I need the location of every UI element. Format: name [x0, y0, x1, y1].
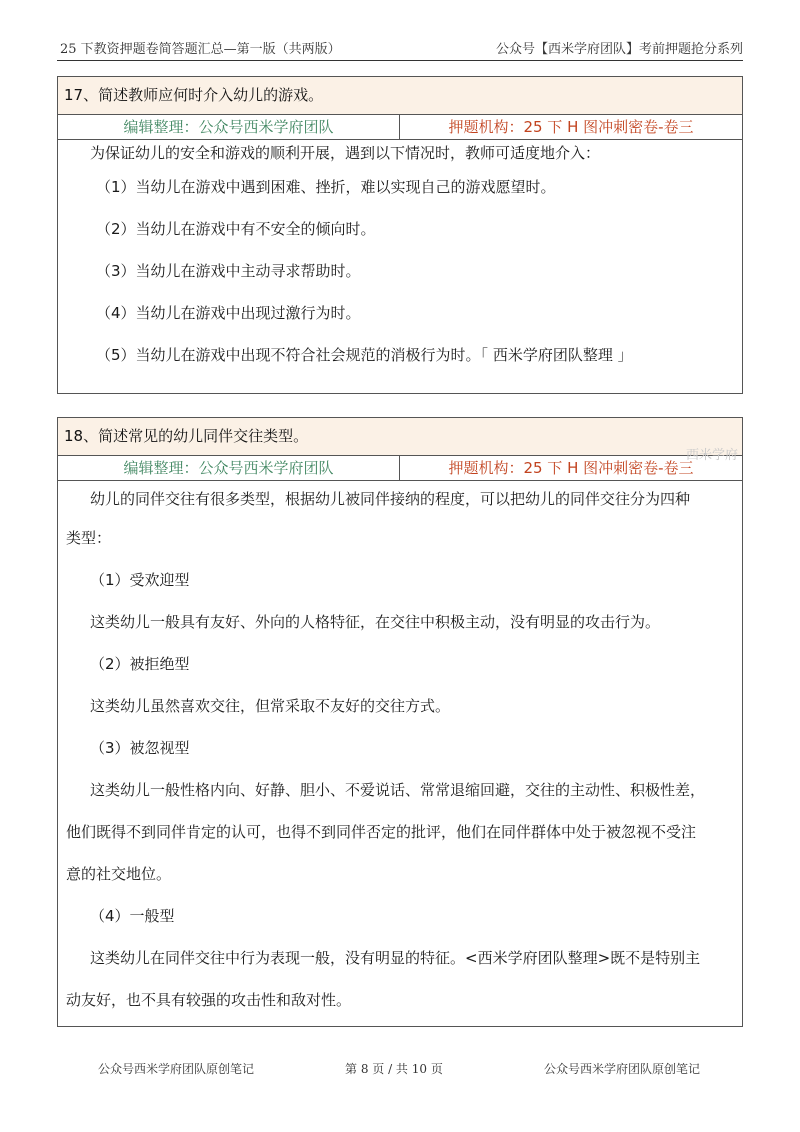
question-title: 17、简述教师应何时介入幼儿的游戏。: [58, 77, 742, 115]
question-meta-row: [58, 456, 742, 481]
answer-content: [58, 481, 742, 1021]
answer-line: （2）被拒绝型: [90, 655, 190, 673]
page-number: 第 8 页 / 共 10 页: [345, 1062, 443, 1076]
answer-line: 他们既得不到同伴肯定的认可，也得不到同伴否定的批评，他们在同伴群体中处于被忽视不受注: [66, 823, 697, 841]
answer-line: 动友好，也不具有较强的攻击性和敌对性。: [66, 991, 352, 1009]
answer-content: [58, 140, 742, 376]
answer-line: （4）当幼儿在游戏中出现过激行为时。: [96, 304, 361, 322]
editor-label: 编辑整理：公众号西米学府团队: [58, 456, 400, 480]
watermark: 西米学府: [685, 448, 738, 463]
answer-line: （2）当幼儿在游戏中有不安全的倾向时。: [96, 220, 376, 238]
page-header: [57, 34, 743, 61]
header-right-text: 公众号【西米学府团队】考前押题抢分系列: [495, 42, 743, 57]
answer-line: 为保证幼儿的安全和游戏的顺利开展，遇到以下情况时，教师可适度地介入：: [90, 144, 601, 162]
answer-line: （5）当幼儿在游戏中出现不符合社会规范的消极行为时。「 西米学府团队整理 」: [96, 346, 633, 364]
answer-line: 这类幼儿在同伴交往中行为表现一般，没有明显的特征。<西米学府团队整理>既不是特别主: [90, 949, 701, 967]
answer-line: （3）当幼儿在游戏中主动寻求帮助时。: [96, 262, 361, 280]
question-block-18: [57, 417, 743, 1027]
answer-line: （1）受欢迎型: [90, 571, 190, 589]
source-label: 押题机构：25 下 H 图冲刺密卷-卷三: [448, 118, 694, 136]
answer-line: 意的社交地位。: [66, 865, 172, 883]
question-meta-row: [58, 115, 742, 140]
answer-line: （3）被忽视型: [90, 739, 190, 757]
answer-line: 幼儿的同伴交往有很多类型，根据幼儿被同伴接纳的程度，可以把幼儿的同伴交往分为四种: [90, 490, 691, 508]
question-block-17: [57, 76, 743, 394]
answer-line: （4）一般型: [90, 907, 175, 925]
answer-line: （1）当幼儿在游戏中遇到困难、挫折，难以实现自己的游戏愿望时。: [96, 178, 556, 196]
answer-line: 这类幼儿一般具有友好、外向的人格特征，在交往中积极主动，没有明显的攻击行为。: [90, 613, 661, 631]
editor-label: 编辑整理：公众号西米学府团队: [58, 115, 400, 139]
answer-line: 这类幼儿虽然喜欢交往，但常采取不友好的交往方式。: [90, 697, 451, 715]
header-left-text: 25 下教资押题卷简答题汇总—第一版（共两版）: [60, 42, 341, 57]
source-label: 押题机构：25 下 H 图冲刺密卷-卷三: [448, 459, 694, 477]
answer-line: 类型：: [66, 529, 112, 547]
footer-right-text: 公众号西米学府团队原创笔记: [544, 1062, 701, 1076]
answer-line: 这类幼儿一般性格内向、好静、胆小、不爱说话、常常退缩回避，交往的主动性、积极性差，: [90, 781, 706, 799]
question-title: 18、简述常见的幼儿同伴交往类型。: [58, 418, 742, 456]
footer-left-text: 公众号西米学府团队原创笔记: [98, 1062, 255, 1076]
